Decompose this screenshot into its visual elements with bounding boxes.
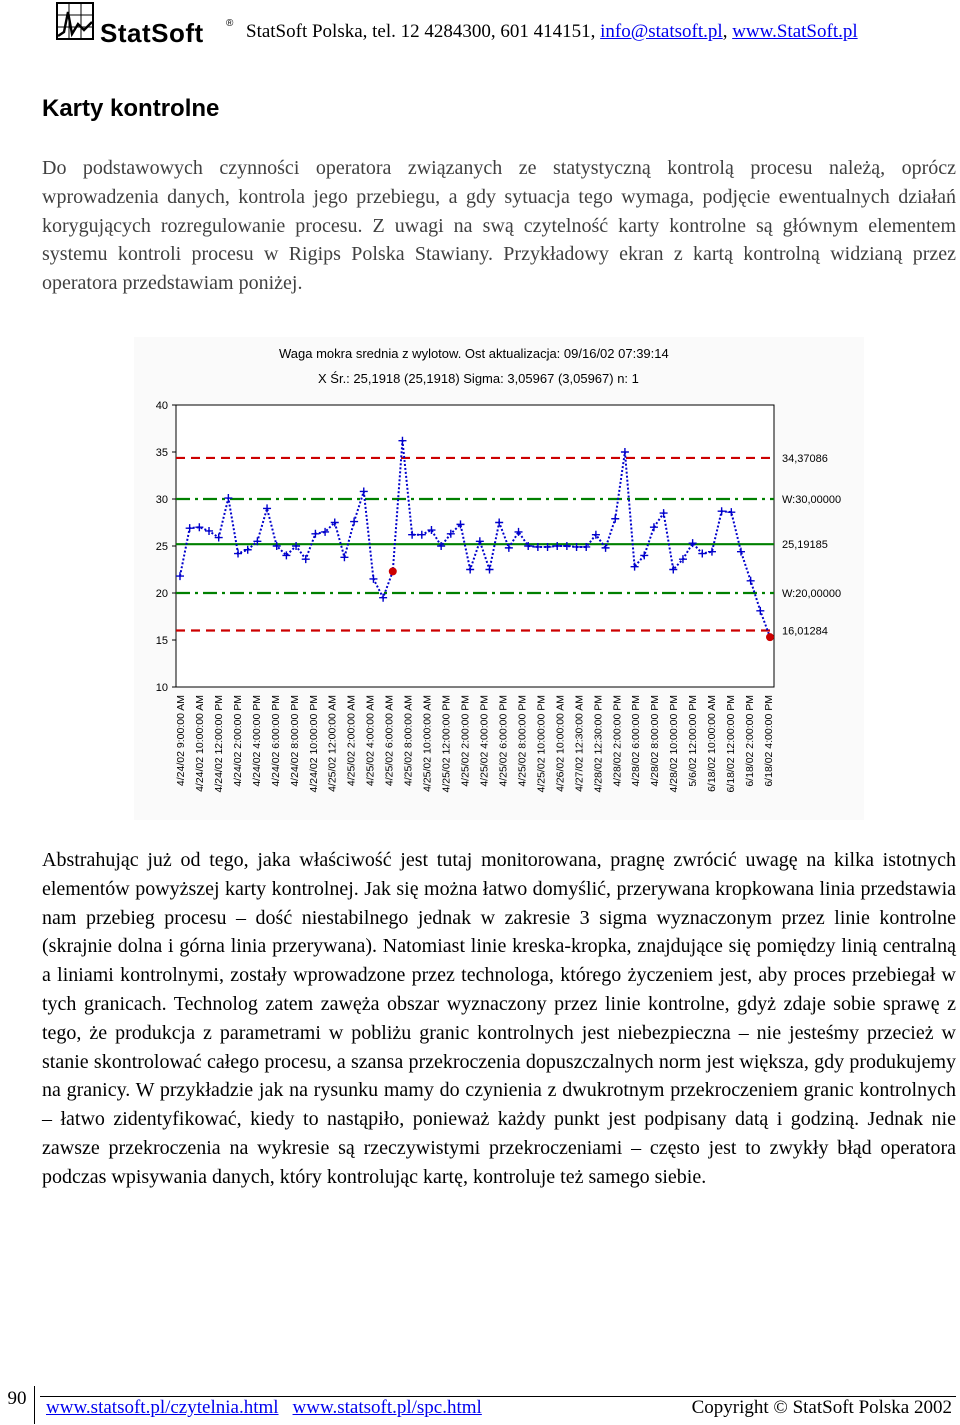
x-tick-label: 4/24/02 12:00:00 PM bbox=[212, 695, 225, 793]
y-tick-label: 30 bbox=[155, 494, 168, 506]
x-tick-label: 4/26/02 10:00:00 AM bbox=[554, 695, 567, 792]
footer-link-spc[interactable]: www.statsoft.pl/spc.html bbox=[292, 1397, 482, 1418]
x-tick-label: 4/25/02 8:00:00 AM bbox=[402, 695, 415, 787]
x-tick-label: 4/24/02 10:00:00 PM bbox=[307, 695, 320, 793]
x-tick-label: 4/25/02 10:00:00 AM bbox=[421, 695, 434, 792]
y-tick-label: 25 bbox=[155, 541, 168, 553]
y-tick-label: 15 bbox=[155, 635, 168, 647]
analysis-paragraph: Abstrahując już od tego, jaka właściwość jest tutaj monitorowana, pragnę zwrócić uwagę na kilka istotnych elementów powyższej karty kontrolnej. Jak się można łatwo domyślić, przerywana kropkowana linia przedstawia nam przebieg procesu – dość niestabilnego jednak w zakresie 3 sigma wyznaczonym przez linie kontrolne (skrajnie dolna i górna linia przerywana). Natomiast linie kreska-kropka, znajdujące się pomiędzy linią centralną a liniami kontrolnymi, zostały wprowadzone przez technologa, którego życzeniem jest, aby proces przebiegał w tych granicach. Technolog zatem zawęża obszar wyznaczony przez linie kontrolne, gdyż zdaje sobie sprawę z tego, że produkcja z parametrami w pobliżu granic kontrolnych jest niebezpieczna – nie jesteśmy przecież w stanie skontrolować całego procesu, a szansa przekroczenia dopuszczalnych norm jest większa, gdy produkujemy na granicy. W przykładzie jak na rysunku mamy do czynienia z dwukrotnym przekroczeniem granic kontrolnych – łatwo zidentyfikować, kiedy to nastąpiło, ponieważ każdy punkt jest podpisany datą i godziną. Jednak nie zawsze przekroczenia na wykresie są rzeczywistymi przekroczeniami – często jest to zwykły błąd operatora podczas wpisywania danych, który kontrolując kartę, kontroluje też samego siebie. bbox=[42, 849, 956, 1188]
reference-line-label: 16,01284 bbox=[782, 625, 828, 638]
y-tick-label: 10 bbox=[155, 682, 168, 694]
reference-line-label: 34,37086 bbox=[782, 452, 828, 465]
x-tick-label: 5/6/02 12:00:00 PM bbox=[687, 695, 700, 787]
x-tick-label: 4/28/02 10:00:00 PM bbox=[668, 695, 681, 793]
x-tick-label: 4/25/02 12:00:00 AM bbox=[326, 695, 339, 792]
logo-text: StatSoft bbox=[100, 18, 204, 48]
x-tick-label: 4/24/02 8:00:00 PM bbox=[288, 695, 301, 787]
y-tick-label: 40 bbox=[155, 400, 168, 412]
reference-line-label: W:20,00000 bbox=[782, 588, 842, 600]
x-tick-label: 4/24/02 6:00:00 PM bbox=[269, 695, 282, 787]
y-tick-label: 20 bbox=[155, 588, 168, 600]
out-of-control-point bbox=[766, 633, 774, 641]
x-axis-labels bbox=[175, 695, 775, 793]
x-tick-label: 4/25/02 8:00:00 PM bbox=[516, 695, 529, 787]
control-chart bbox=[134, 337, 864, 820]
registered-mark: ® bbox=[226, 18, 234, 29]
x-tick-label: 6/18/02 12:00:00 PM bbox=[725, 695, 738, 793]
website-link[interactable]: www.StatSoft.pl bbox=[732, 21, 858, 42]
reference-line-label: W:30,00000 bbox=[782, 494, 842, 506]
x-tick-label: 4/28/02 12:30:00 PM bbox=[592, 695, 605, 793]
reference-line-labels bbox=[782, 453, 841, 638]
x-tick-label: 4/25/02 2:00:00 PM bbox=[459, 695, 472, 787]
x-tick-label: 4/24/02 2:00:00 PM bbox=[231, 695, 244, 787]
x-tick-label: 6/18/02 2:00:00 PM bbox=[744, 695, 757, 787]
page-number: 90 bbox=[0, 1386, 35, 1424]
x-tick-label: 4/25/02 6:00:00 PM bbox=[497, 695, 510, 787]
footer-links bbox=[46, 1396, 496, 1420]
contact-text: StatSoft Polska, tel. 12 4284300, 601 414151, bbox=[246, 21, 601, 42]
x-tick-label: 4/28/02 8:00:00 PM bbox=[649, 695, 662, 787]
page-header bbox=[0, 0, 960, 50]
x-tick-label: 4/27/02 12:30:00 AM bbox=[573, 695, 586, 792]
separator-text: , bbox=[722, 21, 733, 42]
x-tick-label: 4/24/02 9:00:00 AM bbox=[175, 695, 187, 787]
x-tick-label: 4/25/02 4:00:00 AM bbox=[364, 695, 377, 787]
x-tick-label: 4/25/02 10:00:00 PM bbox=[535, 695, 548, 793]
out-of-control-point bbox=[389, 567, 397, 575]
chart-title: Waga mokra srednia z wylotow. Ost aktualizacja: 09/16/02 07:39:14 bbox=[279, 346, 669, 361]
x-tick-label: 6/18/02 10:00:00 AM bbox=[706, 695, 719, 792]
page-title: Karty kontrolne bbox=[42, 95, 220, 122]
x-tick-label: 4/28/02 2:00:00 PM bbox=[611, 695, 624, 787]
y-axis-ticks bbox=[156, 400, 176, 694]
header-contact-info bbox=[246, 20, 858, 44]
statsoft-logo bbox=[56, 2, 236, 48]
statsoft-logo-icon bbox=[56, 2, 96, 42]
email-link[interactable]: info@statsoft.pl bbox=[600, 21, 723, 42]
footer-link-czytelnia[interactable]: www.statsoft.pl/czytelnia.html bbox=[46, 1397, 279, 1418]
x-tick-label: 4/25/02 12:00:00 PM bbox=[440, 695, 453, 793]
x-tick-label: 4/24/02 10:00:00 AM bbox=[193, 695, 206, 792]
x-tick-label: 4/24/02 4:00:00 PM bbox=[250, 695, 263, 787]
x-tick-label: 4/25/02 6:00:00 AM bbox=[383, 695, 396, 787]
x-tick-label: 4/25/02 2:00:00 AM bbox=[345, 695, 358, 787]
y-tick-label: 35 bbox=[155, 447, 168, 459]
plot-area bbox=[176, 405, 774, 687]
chart-subtitle: X Śr.: 25,1918 (25,1918) Sigma: 3,05967 (3,05967) n: 1 bbox=[318, 371, 639, 386]
control-chart-svg bbox=[134, 337, 864, 820]
intro-paragraph: Do podstawowych czynności operatora związanych ze statystyczną kontrolą procesu należą, oprócz wprowadzenia danych, kontrola jego przebiegu, a gdy sytuacja tego wymaga, podjęcie ewentualnych działań korygujących rozregulowanie procesu. Z uwagi na swą czytelność karty kontrolne są głównym elementem systemu kontroli procesu w Rigips Polska Stawiany. Przykładowy ekran z kartą kontrolną widzianą przez operatora przedstawiam poniżej. bbox=[42, 157, 956, 295]
x-tick-label: 6/18/02 4:00:00 PM bbox=[763, 695, 775, 787]
x-tick-label: 4/25/02 4:00:00 PM bbox=[478, 695, 491, 787]
copyright-text: Copyright © StatSoft Polska 2002 bbox=[691, 1397, 952, 1418]
x-tick-label: 4/28/02 6:00:00 PM bbox=[630, 695, 643, 787]
reference-line-label: 25,19185 bbox=[782, 539, 828, 552]
